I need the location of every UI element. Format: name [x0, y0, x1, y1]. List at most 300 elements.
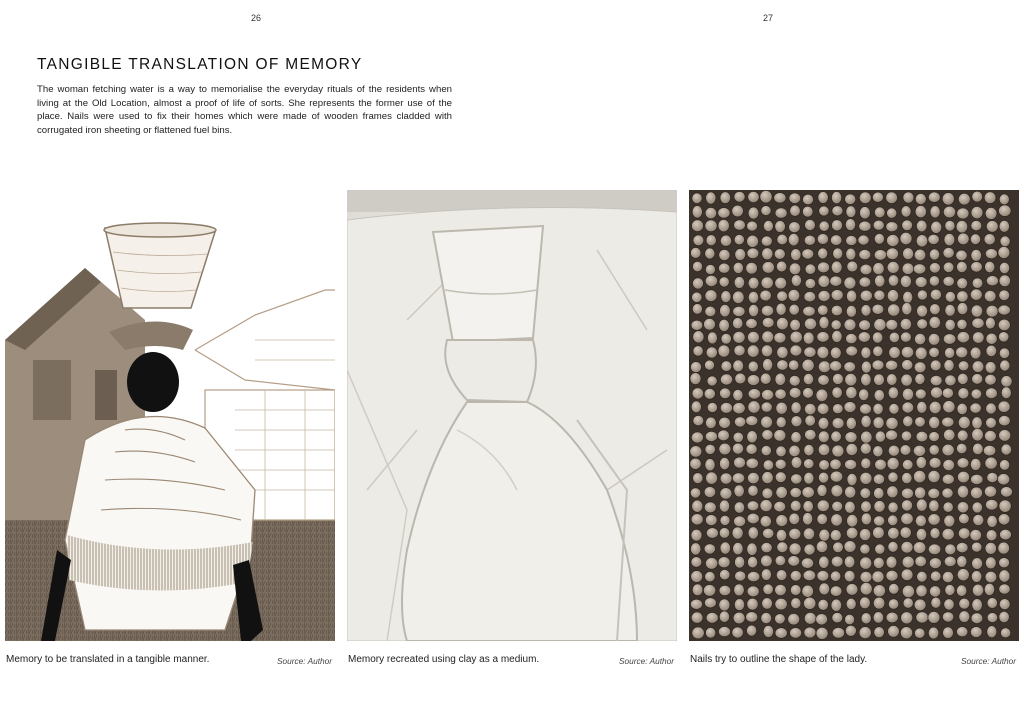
nail-head	[847, 515, 858, 527]
nail-head	[692, 292, 702, 302]
nail-head	[846, 417, 856, 429]
nail-head	[819, 556, 829, 568]
nail-head	[734, 584, 745, 596]
nail-head	[987, 516, 997, 528]
nail-head	[733, 262, 743, 273]
nail-head	[987, 472, 998, 482]
nail-head	[886, 430, 898, 440]
nail-head	[915, 194, 926, 205]
nail-head	[902, 388, 913, 400]
nail-head	[803, 332, 814, 344]
nail-head	[747, 513, 759, 524]
nail-head	[804, 347, 816, 358]
nail-head	[831, 290, 843, 301]
nail-head	[1000, 529, 1012, 540]
nail-head	[861, 513, 871, 525]
nail-head	[761, 555, 773, 567]
nail-head	[775, 389, 786, 399]
nail-head	[873, 220, 884, 230]
nail-head	[998, 247, 1010, 259]
nail-head	[733, 331, 745, 343]
nail-head	[720, 515, 730, 525]
nail-head	[763, 528, 774, 538]
nail-head	[902, 488, 914, 499]
nail-head	[999, 275, 1010, 287]
nail-head	[776, 402, 787, 414]
nail-head	[830, 276, 842, 286]
nail-head	[943, 627, 954, 638]
nail-head	[986, 221, 998, 233]
nail-head	[999, 500, 1011, 512]
nail-head	[818, 599, 828, 610]
nail-head	[999, 570, 1010, 582]
nail-head	[928, 627, 938, 639]
nail-head	[732, 627, 743, 638]
nail-head	[858, 332, 870, 343]
nail-head	[776, 303, 786, 315]
nail-head	[734, 220, 746, 230]
nail-head	[804, 444, 814, 455]
nail-head	[944, 360, 954, 372]
nail-head	[748, 277, 759, 289]
nail-head	[900, 527, 911, 538]
nail-head	[693, 261, 703, 271]
nail-head	[691, 543, 701, 555]
nail-head	[901, 542, 913, 554]
nail-head	[805, 220, 816, 231]
nail-head	[970, 347, 981, 359]
nail-head	[789, 445, 800, 456]
nail-head	[859, 192, 871, 204]
nail-head	[874, 374, 885, 385]
nail-head	[958, 233, 970, 245]
nail-head	[791, 416, 802, 427]
nail-head	[734, 191, 745, 202]
nail-head	[704, 502, 716, 513]
nail-head	[916, 499, 927, 511]
nail-head	[874, 207, 885, 218]
nail-head	[844, 277, 856, 289]
nail-head	[903, 291, 913, 303]
nail-head	[886, 612, 898, 623]
nail-head	[945, 304, 955, 316]
nail-head	[802, 206, 813, 217]
nail-head	[956, 221, 967, 233]
nail-head	[734, 235, 744, 245]
nail-head	[943, 206, 955, 218]
nail-head	[859, 389, 869, 401]
nail-head	[846, 206, 856, 218]
nail-head	[915, 556, 926, 567]
nail-head	[874, 390, 884, 401]
nail-head	[788, 556, 800, 567]
nail-head	[874, 319, 886, 331]
collage-illustration	[5, 190, 335, 641]
nail-head	[943, 276, 954, 286]
nail-head	[774, 249, 785, 260]
nail-head	[719, 319, 730, 331]
nail-head	[873, 474, 884, 484]
nail-head	[733, 543, 743, 555]
nail-head	[901, 374, 912, 386]
nail-head	[691, 248, 701, 259]
nail-head	[970, 458, 981, 470]
nail-head	[777, 360, 788, 370]
nail-head	[693, 235, 704, 246]
nail-head	[734, 485, 744, 497]
nail-head	[902, 360, 913, 371]
nail-head	[705, 275, 717, 286]
nail-head	[957, 502, 968, 513]
nail-head	[985, 571, 997, 582]
nail-head	[706, 612, 718, 623]
nail-head	[747, 248, 759, 259]
nail-head	[999, 332, 1009, 342]
nail-head	[958, 361, 969, 371]
nail-head	[720, 570, 730, 580]
nail-head	[804, 459, 814, 469]
nail-head	[874, 290, 885, 300]
figure-2-caption: Memory recreated using clay as a medium.	[348, 654, 540, 665]
nail-head	[916, 585, 927, 597]
nail-head	[915, 389, 926, 399]
nail-head	[999, 348, 1009, 359]
nail-head	[1001, 628, 1011, 638]
nail-head	[733, 291, 745, 303]
nail-head	[692, 584, 703, 596]
nail-head	[761, 305, 773, 316]
nail-head	[913, 445, 925, 456]
nail-head	[791, 474, 802, 484]
nail-head	[804, 627, 816, 638]
nail-head	[735, 373, 746, 384]
nail-head	[721, 361, 732, 372]
nail-head	[844, 319, 856, 331]
nail-head	[761, 569, 771, 581]
figure-3-caption: Nails try to outline the shape of the lady.	[690, 654, 868, 665]
nail-head	[872, 571, 884, 583]
nail-head	[886, 248, 898, 260]
nail-head	[705, 208, 716, 219]
nail-head	[735, 556, 745, 568]
nail-head	[776, 570, 787, 581]
figure-3-source: Source: Author	[961, 656, 1017, 666]
nail-head	[888, 472, 898, 482]
nail-head	[706, 347, 717, 358]
nail-head	[760, 290, 771, 301]
nail-head	[733, 403, 745, 414]
nail-head	[704, 487, 715, 498]
nail-head	[1001, 444, 1012, 455]
nail-head	[817, 514, 828, 525]
nail-head	[804, 318, 816, 329]
nail-head	[693, 331, 704, 343]
nail-head	[691, 571, 703, 583]
nail-head	[999, 611, 1009, 622]
nail-head	[818, 361, 830, 373]
nail-head	[957, 278, 968, 289]
nail-head	[900, 445, 911, 456]
nail-head	[706, 628, 716, 639]
nail-head	[956, 585, 966, 596]
nail-head	[719, 627, 731, 637]
nail-head	[999, 220, 1009, 232]
nail-head	[1001, 376, 1012, 387]
nail-head	[929, 347, 940, 357]
nail-head	[831, 485, 843, 497]
nail-head	[734, 502, 744, 513]
nail-head	[945, 291, 955, 302]
nail-head	[777, 542, 788, 553]
nail-head	[720, 305, 731, 317]
nail-head	[915, 487, 926, 499]
nail-head	[999, 262, 1009, 273]
nail-head	[790, 585, 801, 596]
nail-head	[816, 614, 828, 625]
nail-head	[790, 319, 801, 330]
nail-head	[818, 192, 828, 204]
nail-head	[830, 530, 841, 541]
nail-head	[930, 304, 941, 315]
nail-head	[888, 626, 900, 638]
nail-head	[844, 362, 856, 372]
nail-head	[802, 249, 814, 259]
nail-head	[831, 431, 842, 442]
nail-head	[831, 261, 842, 273]
nail-head	[971, 613, 983, 624]
nail-head	[777, 234, 788, 245]
nail-head	[942, 612, 953, 622]
nail-head	[748, 331, 760, 343]
nail-head	[915, 417, 926, 427]
nail-head	[887, 208, 897, 218]
nail-head	[691, 362, 702, 373]
nail-head	[747, 235, 759, 247]
nail-head	[746, 262, 758, 274]
nail-head	[860, 264, 872, 275]
nail-head	[762, 598, 773, 609]
nail-head	[986, 276, 998, 286]
nail-head	[985, 542, 996, 554]
nail-head	[845, 459, 857, 469]
nail-head	[1001, 487, 1013, 497]
nail-head	[845, 374, 857, 386]
nail-head	[957, 486, 968, 498]
nail-head	[706, 515, 718, 526]
nail-head	[971, 220, 982, 230]
nail-head	[929, 317, 940, 329]
nail-head	[775, 584, 787, 595]
nail-head	[902, 263, 914, 274]
nail-head	[817, 346, 829, 358]
nail-head	[943, 401, 955, 413]
nail-head	[791, 275, 801, 287]
nail-head	[817, 571, 829, 582]
nail-head	[859, 250, 871, 260]
nail-head	[930, 375, 942, 385]
nail-head	[873, 403, 883, 414]
nail-head	[972, 318, 984, 328]
nail-head	[790, 488, 801, 498]
nail-head	[929, 558, 941, 569]
nail-head	[985, 208, 997, 220]
nail-head	[873, 557, 884, 568]
nail-head	[748, 401, 760, 413]
nail-head	[915, 515, 926, 526]
nail-head	[945, 220, 955, 231]
nail-head	[915, 628, 925, 638]
nail-head	[719, 417, 731, 428]
nail-head	[775, 277, 787, 289]
nail-head	[887, 458, 899, 470]
nail-head	[874, 488, 884, 499]
nail-head	[805, 264, 816, 274]
nail-head	[748, 473, 760, 484]
nail-head	[846, 387, 857, 399]
nail-head	[776, 261, 786, 272]
nail-head	[746, 416, 758, 426]
nail-head	[942, 417, 954, 427]
nail-head	[999, 584, 1010, 594]
nail-head	[929, 249, 939, 260]
nail-head	[900, 319, 911, 330]
nail-head	[761, 345, 772, 357]
nail-head	[817, 403, 829, 414]
nail-head	[819, 206, 829, 216]
nail-head	[692, 193, 702, 204]
nail-head	[916, 431, 928, 442]
nail-head	[720, 488, 732, 499]
nail-head	[959, 514, 970, 524]
nail-head	[889, 583, 899, 594]
nail-head	[830, 471, 842, 482]
nail-head	[901, 206, 911, 217]
nail-head	[930, 571, 941, 581]
nail-head	[719, 443, 731, 455]
nail-head	[901, 332, 912, 342]
nail-head	[998, 542, 1010, 554]
nail-head	[986, 403, 997, 414]
nail-head	[732, 205, 744, 217]
nail-head	[875, 544, 885, 554]
nail-head	[972, 374, 983, 385]
nail-head	[859, 221, 871, 231]
nail-head	[818, 444, 829, 456]
nail-head	[704, 544, 715, 554]
nail-head	[832, 418, 844, 429]
nail-head	[861, 613, 871, 624]
nail-head	[832, 627, 844, 638]
nail-head	[776, 417, 786, 428]
nail-head	[805, 415, 816, 426]
nail-head	[747, 431, 758, 443]
nail-head	[789, 375, 800, 386]
nail-head	[788, 614, 800, 625]
nail-head	[746, 319, 758, 329]
nail-head	[986, 305, 998, 317]
figure-2-image	[347, 190, 677, 641]
nail-head	[970, 529, 982, 540]
nail-head	[707, 332, 717, 344]
nail-head	[846, 248, 856, 260]
nail-head	[902, 585, 914, 597]
nail-head	[760, 373, 771, 384]
nail-head	[860, 571, 872, 582]
nail-head	[902, 303, 912, 315]
nail-head	[944, 556, 956, 566]
nail-head	[930, 360, 941, 371]
nail-head	[693, 415, 704, 425]
nail-head	[818, 305, 829, 315]
nail-head	[888, 527, 899, 539]
nail-head	[831, 599, 842, 611]
nail-head	[833, 248, 843, 259]
nail-head	[972, 361, 984, 373]
nail-head	[718, 557, 730, 568]
nail-head	[705, 598, 717, 608]
nail-head	[928, 234, 939, 244]
nail-head	[860, 290, 872, 301]
nail-head	[789, 528, 801, 539]
nail-head	[733, 360, 744, 372]
nail-head	[945, 544, 956, 555]
nail-head	[691, 320, 703, 330]
nail-head	[774, 332, 786, 343]
nail-head	[900, 232, 912, 244]
nail-head	[776, 446, 786, 457]
nail-head	[706, 417, 717, 428]
nail-head	[734, 417, 745, 427]
nail-head	[747, 543, 757, 555]
nail-head	[802, 359, 814, 371]
nail-head	[998, 305, 1010, 315]
nail-head	[873, 527, 885, 539]
nail-head	[915, 347, 927, 359]
nail-head	[915, 206, 926, 218]
nail-head	[943, 334, 955, 345]
nail-head	[861, 373, 871, 385]
nail-head	[985, 317, 995, 329]
nail-head	[762, 248, 773, 260]
nail-head	[973, 443, 984, 454]
nail-head	[816, 627, 828, 639]
nail-head	[901, 347, 913, 358]
nail-head	[692, 627, 704, 639]
nail-head	[746, 444, 757, 455]
nail-head	[972, 558, 983, 570]
nail-head	[789, 513, 800, 524]
nail-head	[858, 235, 869, 245]
nail-head	[1000, 460, 1010, 471]
nail-head	[817, 332, 829, 343]
nail-head	[706, 192, 716, 204]
nail-head	[775, 614, 786, 624]
nail-head	[916, 612, 928, 623]
nail-head	[692, 206, 702, 218]
nail-head	[874, 501, 885, 513]
nail-head	[721, 334, 731, 345]
nail-head	[901, 513, 913, 525]
nail-head	[735, 571, 746, 581]
nail-head	[845, 501, 856, 513]
nail-head	[789, 263, 800, 275]
figure-1-caption: Memory to be translated in a tangible manner.	[6, 654, 210, 665]
nail-head	[705, 248, 715, 259]
nail-head	[914, 599, 926, 611]
nail-head	[917, 290, 927, 300]
nail-head	[720, 192, 731, 204]
nail-head	[804, 597, 816, 609]
